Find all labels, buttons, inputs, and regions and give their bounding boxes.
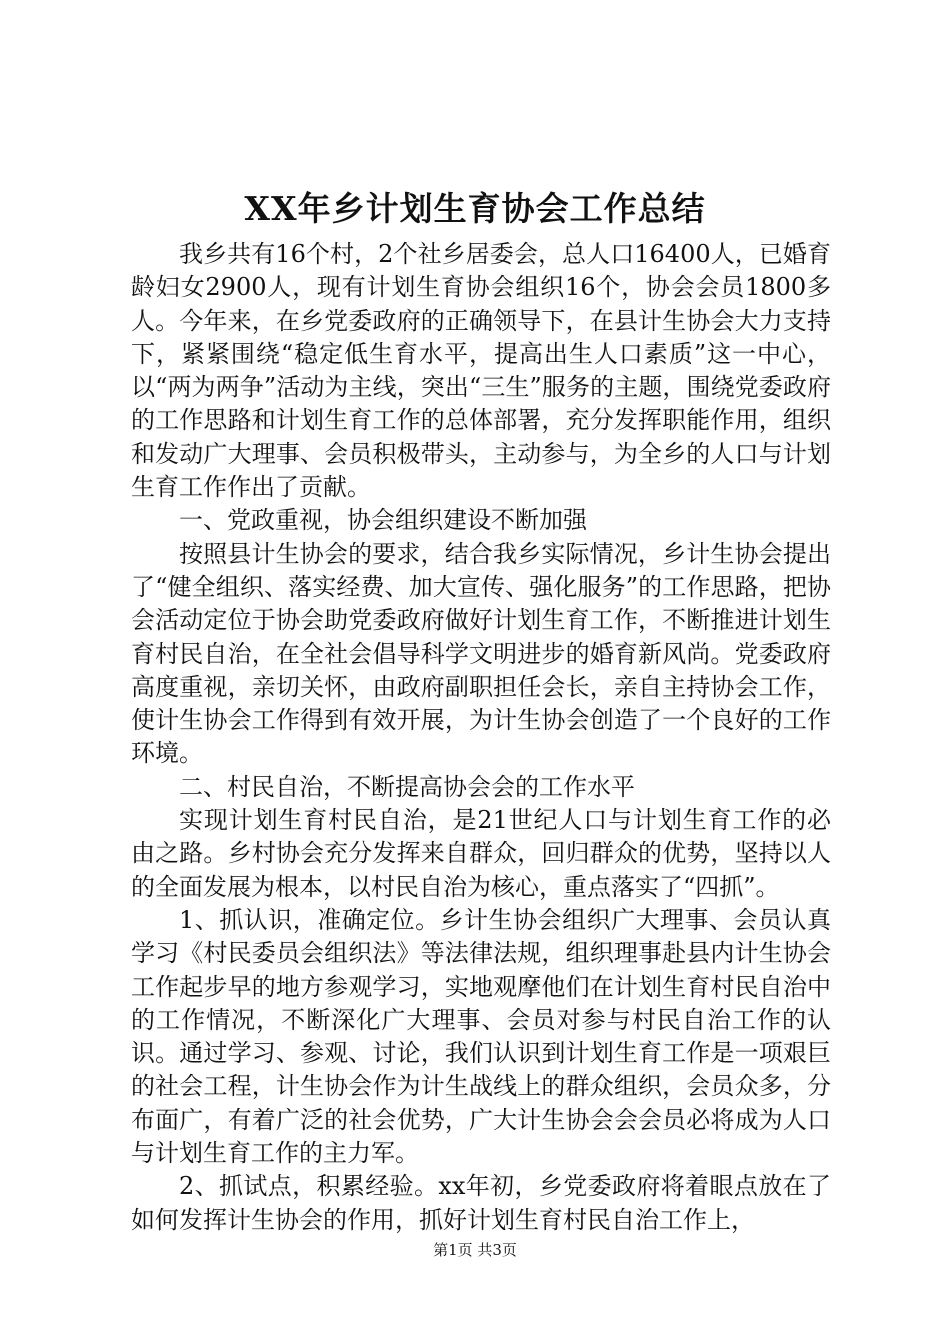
paragraph-section-2: 实现计划生育村民自治，是21世纪人口与计划生育工作的必由之路。乡村协会充分发挥来自群众，回归群众的优势，坚持以人的全面发展为根本，以村民自治为核心，重点落实了“四抓”。 — [131, 806, 831, 901]
paragraph-section-1: 按照县计生协会的要求，结合我乡实际情况，乡计生协会提出了“健全组织、落实经费、加大宣传、强化服务”的工作思路，把协会活动定位于协会助党委政府做好计划生育工作，不断推进计划生育村民自治，在全社会倡导科学文明进步的婚育新风尚。党委政府高度重视，亲切关怀，由政府副职担任会长，亲自主持协会工作，使计生协会工作得到有效开展，为计生协会创造了一个良好的工作环境。 — [131, 539, 831, 768]
page-number-footer: 第1页 共3页 — [433, 1241, 517, 1259]
section-heading-1: 一、党政重视，协会组织建设不断加强 — [179, 506, 587, 535]
paragraph-item-1: 1、抓认识，准确定位。乡计生协会组织广大理事、会员认真学习《村民委员会组织法》等法律法规，组织理事赴县内计生协会工作起步早的地方参观学习，实地观摩他们在计划生育村民自治中的工作情况，不断深化广大理事、会员对参与村民自治工作的认识。通过学习、参观、讨论，我们认识到计划生育工作是一项艰巨的社会工程，计生协会作为计生战线上的群众组织，会员众多，分布面广，有着广泛的社会优势，广大计生协会会会员必将成为人口与计划生育工作的主力军。 — [131, 905, 831, 1168]
paragraph-intro: 我乡共有16个村，2个社乡居委会，总人口16400人，已婚育龄妇女2900人，现有计划生育协会组织16个，协会会员1800多人。今年来，在乡党委政府的正确领导下，在县计生协会大力支持下，紧紧围绕“稳定低生育水平，提高出生人口素质”这一中心，以“两为两争”活动为主线，突出“三生”服务的主题，围绕党委政府的工作思路和计划生育工作的总体部署，充分发挥职能作用，组织和发动广大理事、会员积极带头，主动参与，为全乡的人口与计划生育工作作出了贡献。 — [131, 240, 831, 502]
section-heading-2: 二、村民自治，不断提高协会会的工作水平 — [179, 772, 635, 801]
document-title: XX年乡计划生育协会工作总结 — [244, 189, 706, 228]
paragraph-item-2: 2、抓试点，积累经验。xx年初，乡党委政府将着眼点放在了如何发挥计生协会的作用，抓好计划生育村民自治工作上， — [131, 1172, 831, 1234]
document-body — [131, 238, 831, 1237]
